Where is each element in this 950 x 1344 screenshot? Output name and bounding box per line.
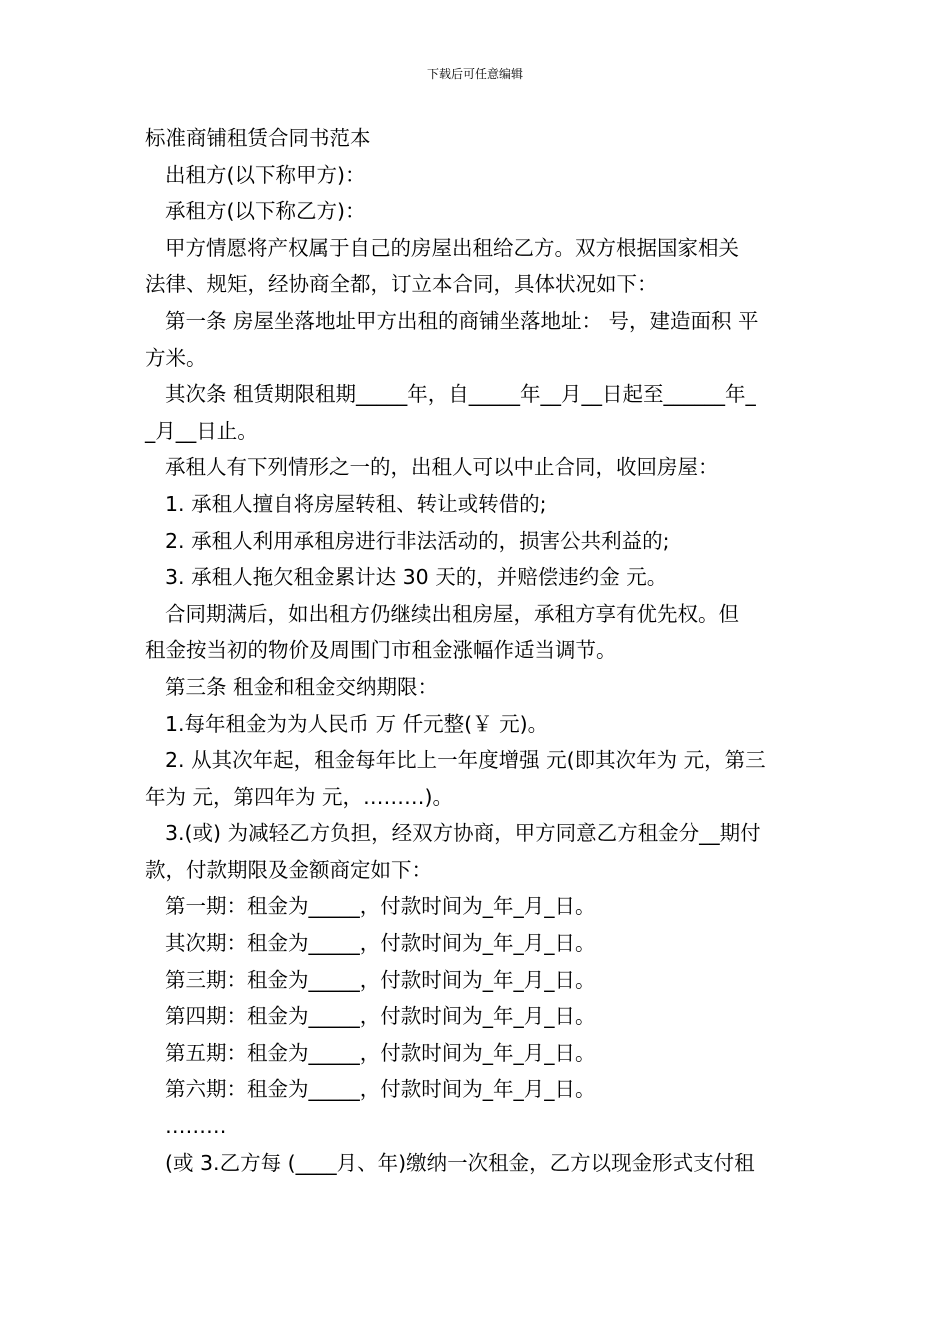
paragraph-line: 第三期：租金为_____，付款时间为_年_月_日。 (165, 967, 596, 992)
paragraph-line: 2. 承租人利用承租房进行非法活动的，损害公共利益的; (165, 528, 670, 553)
paragraph-line: 承租方(以下称乙方)： (165, 199, 366, 224)
paragraph-line: 年为 元，第四年为 元，………)。 (145, 784, 454, 809)
paragraph-line: ……… (165, 1114, 227, 1139)
paragraph-line: 1. 承租人擅自将房屋转租、转让或转借的; (165, 491, 547, 516)
paragraph-line: (或 3.乙方每 (____月、年)缴纳一次租金，乙方以现金形式支付租 (165, 1150, 755, 1175)
paragraph-line: 合同期满后，如出租方仍继续出租房屋，承租方享有优先权。但 (165, 601, 739, 626)
paragraph-line: 其次期：租金为_____，付款时间为_年_月_日。 (165, 931, 596, 956)
paragraph-line: 3.(或) 为减轻乙方负担，经双方协商，甲方同意乙方租金分__期付 (165, 821, 761, 846)
paragraph-line: 第一条 房屋坐落地址甲方出租的商铺坐落地址： 号，建造面积 平 (165, 308, 759, 333)
paragraph-line: 1.每年租金为为人民币 万 仟元整(￥ 元)。 (165, 711, 549, 736)
paragraph-line: 第四期：租金为_____，付款时间为_年_月_日。 (165, 1004, 596, 1029)
paragraph-line: 承租人有下列情形之一的，出租人可以中止合同，收回房屋： (165, 455, 719, 480)
paragraph-line: 法律、规矩，经协商全都，订立本合同，具体状况如下： (145, 272, 658, 297)
paragraph-line: 3. 承租人拖欠租金累计达 30 天的，并赔偿违约金 元。 (165, 565, 668, 590)
paragraph-line: 甲方情愿将产权属于自己的房屋出租给乙方。双方根据国家相关 (165, 235, 739, 260)
paragraph-line: 方米。 (145, 345, 207, 370)
paragraph-line: 第六期：租金为_____，付款时间为_年_月_日。 (165, 1077, 596, 1102)
paragraph-line: _月__日止。 (145, 418, 258, 443)
paragraph-line: 第三条 租金和租金交纳期限： (165, 674, 439, 699)
paragraph-line: 租金按当初的物价及周围门市租金涨幅作适当调节。 (145, 638, 617, 663)
paragraph-line: 2. 从其次年起，租金每年比上一年度增强 元(即其次年为 元，第三 (165, 748, 766, 773)
paragraph-line: 第五期：租金为_____，付款时间为_年_月_日。 (165, 1040, 596, 1065)
paragraph-line: 出租方(以下称甲方)： (165, 162, 366, 187)
document-body (145, 120, 810, 1181)
paragraph-line: 其次条 租赁期限租期_____年，自_____年__月__日起至______年_ (165, 382, 756, 407)
document-title: 标准商铺租赁合同书范本 (145, 126, 371, 150)
paragraph-line: 第一期：租金为_____，付款时间为_年_月_日。 (165, 894, 596, 919)
page-header: 下载后可任意编辑 (426, 67, 523, 81)
paragraph-line: 款，付款期限及金额商定如下： (145, 857, 432, 882)
